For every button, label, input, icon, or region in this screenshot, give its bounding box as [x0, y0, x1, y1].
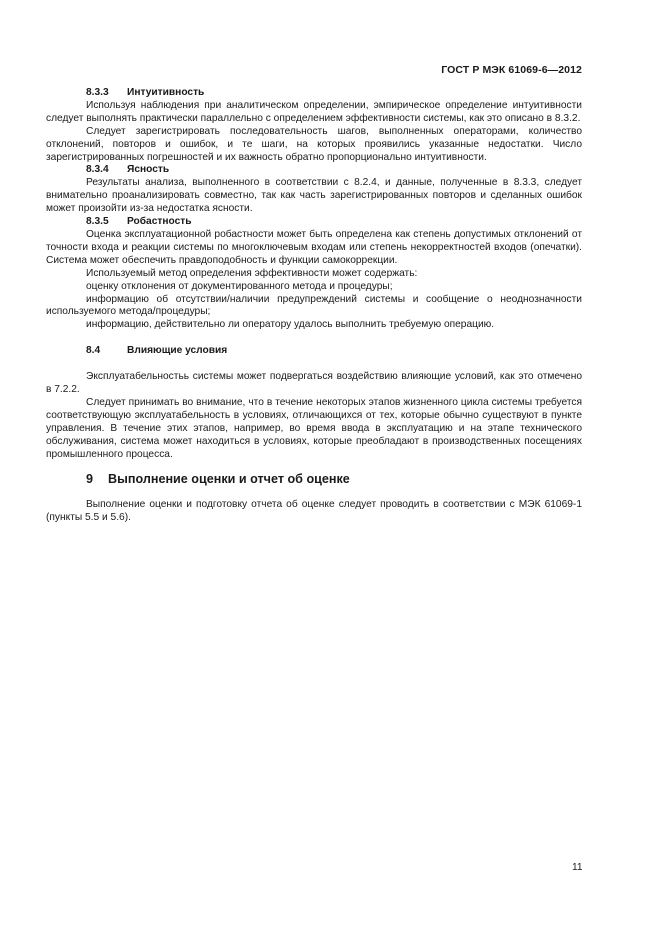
section-heading-8-4 — [46, 345, 582, 358]
chapter-number: 9 — [86, 472, 94, 487]
paragraph: Следует принимать во внимание, что в течение некоторых этапов жизненного цикла системы требуется соответствующую эксплуатабельность в условиях, отличающихся от тех, которые обычно существуют в пункте управления. В течение этих этапов, например, во время ввода в эксплуатацию и на этапе технического обслуживания, система может находиться в условиях, которые преобладают в производственных посещениях промышленного процесса. — [46, 396, 582, 460]
section-number: 8.4 — [86, 345, 101, 357]
subsection-number: 8.3.5 — [86, 216, 109, 228]
spacer — [46, 461, 582, 471]
paragraph: Оценка эксплуатационной робастности может быть определена как степень допустимых отклонений от точности входа и реакции системы по многоключевым входам или степень некорректностей входов (опечатки). Система может обеспечить правдоподобность и функции самокоррекции. — [46, 228, 582, 266]
subsection-heading-8-3-4 — [46, 164, 582, 177]
paragraph: Эксплуатабельностьь системы может подвергаться воздействию влияющие условий, как это отмечено в 7.2.2. — [46, 371, 582, 396]
subsection-number: 8.3.3 — [86, 87, 109, 98]
subsection-heading-8-3-3 — [46, 87, 582, 100]
subsection-title: Интуитивность — [127, 87, 205, 98]
subsection-title: Ясность — [127, 164, 170, 176]
list-item: оценку отклонения от документированного метода и процедуры; — [86, 280, 393, 292]
spacer — [46, 487, 582, 499]
document-header: ГОСТ Р МЭК 61069-6—2012 — [441, 64, 582, 76]
paragraph: Используя наблюдения при аналитическом определении, эмпирическое определение интуитивности следует выполнять практически параллельно с определением эффективности системы, как это описано в 8.3.2. — [46, 99, 582, 124]
chapter-heading-9 — [46, 471, 582, 487]
chapter-title: Выполнение оценки и отчет об оценке — [108, 472, 350, 487]
spacer — [46, 358, 582, 371]
list-item: информацию об отсутствии/наличии предупреждений системы и сообщение о неоднозначности используемого метода/процедуры; — [46, 293, 582, 318]
subsection-heading-8-3-5 — [46, 216, 582, 229]
paragraph: Результаты анализа, выполненного в соответствии с 8.2.4, и данные, полученные в 8.3.3, следует внимательно проанализировать совместно, так как часть зарегистрированных повторов и сделанных ошибок может произойти из-за недостатка ясности. — [46, 177, 582, 215]
page-number: 11 — [572, 862, 583, 873]
list-item: информацию, действительно ли оператору удалось выполнить требуемую операцию. — [86, 319, 495, 331]
subsection-number: 8.3.4 — [86, 164, 109, 176]
section-title: Влияющие условия — [127, 345, 228, 357]
paragraph: Следует зарегистрировать последовательность шагов, выполненных операторами, количество отклонений, повторов и ошибок, и те шаги, на которых проявились указанные недостатки. Число зарегистрированных погрешностей и их важность обратно пропорционально интуитивности. — [46, 125, 582, 163]
paragraph: Используемый метод определения эффективности может содержать: — [86, 267, 418, 279]
subsection-title: Робастность — [127, 216, 192, 228]
paragraph: Выполнение оценки и подготовку отчета об оценке следует проводить в соответствии с МЭК 61069-1 (пункты 5.5 и 5.6). — [46, 499, 582, 524]
spacer — [46, 332, 582, 345]
document-body — [46, 87, 582, 525]
